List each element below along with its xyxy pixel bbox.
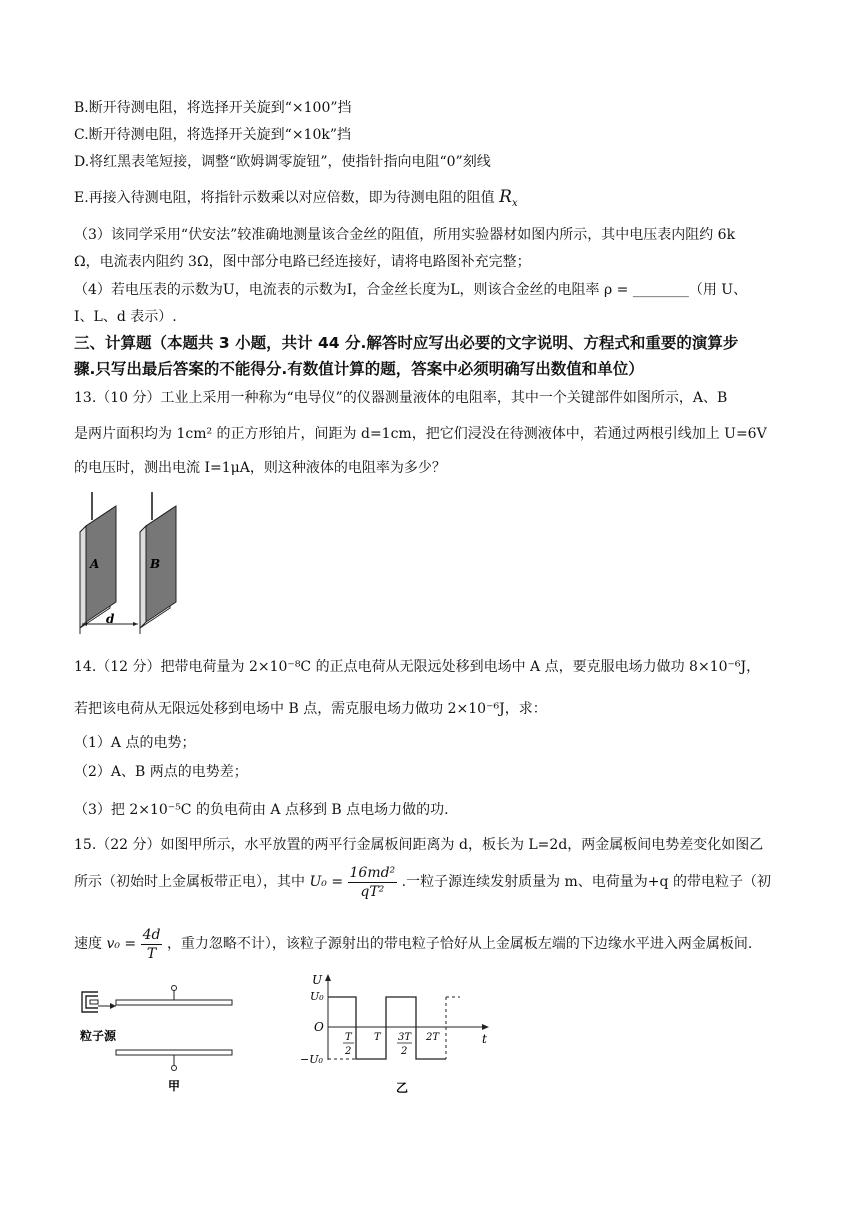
p15-line2-a: 所示（初始时上金属板带正电），其中: [74, 874, 305, 890]
q3-line2: Ω，电流表内阻约 3Ω，图中部分电路已经连接好，请将电路图补充完整；: [74, 254, 531, 270]
q4-line2: I、L、d 表示）.: [74, 309, 177, 325]
p13-plates-figure: [70, 490, 200, 638]
particle-source-label: 粒子源: [80, 1029, 117, 1043]
q4-line1: （4）若电压表的示数为U，电流表的示数为I，合金丝长度为L，则该合金丝的电阻率 ρ = ________（用 U、: [74, 282, 748, 298]
p15-line3-b: ，重力忽略不计），该粒子源射出的带电粒子恰好从上金属板左端的下边缘水平进入两金属板间.: [166, 936, 753, 952]
p14-sub1: （1）A 点的电势；: [74, 735, 196, 751]
plate-b-label: B: [150, 557, 161, 571]
tick-t-half-den: 2: [345, 1046, 352, 1057]
fig-yi: [300, 970, 500, 1100]
p14-sub2: （2）A、B 两点的电势差；: [74, 764, 248, 780]
origin-label: O: [314, 1020, 324, 1034]
p14-sub3: （3）把 2×10⁻⁵C 的负电荷由 A 点移到 B 点电场力做的功.: [74, 802, 449, 818]
section3-heading-line1: 三、计算题（本题共 3 小题，共计 44 分.解答时应写出必要的文字说明、方程式和重要的演算步: [74, 334, 739, 352]
option-d: D.将红黑表笔短接，调整“欧姆调零旋钮”，使指针指向电阻“0”刻线: [74, 154, 491, 170]
fig-yi-label: 乙: [396, 1081, 409, 1095]
dimension-d-label: d: [106, 612, 115, 626]
v0-fraction: [141, 926, 163, 963]
p15-line1: 15.（22 分）如图甲所示，水平放置的两平行金属板间距离为 d，板长为 L=2d，两金属板间电势差变化如图乙: [74, 837, 764, 853]
option-c: C.断开待测电阻，将选择开关旋到“×10k”挡: [74, 127, 352, 143]
u0-fraction: [348, 864, 398, 901]
p15-line2: [74, 862, 771, 902]
p15-line3: [74, 924, 752, 964]
tick-2t-label: 2T: [426, 1032, 440, 1043]
tick-t-half-num: T: [345, 1032, 352, 1043]
neg-u0-tick-label: −U₀: [300, 1053, 323, 1066]
option-e: [74, 187, 518, 214]
u0-lhs: U₀ =: [309, 874, 344, 890]
fig-jia-label: 甲: [168, 1079, 181, 1092]
u0-tick-label: U₀: [310, 990, 324, 1003]
option-e-text: E.再接入待测电阻，将指针示数乘以对应倍数，即为待测电阻的阻值: [74, 190, 495, 206]
axis-t-label: t: [482, 1032, 487, 1046]
rx-sub: x: [511, 197, 518, 209]
q3-line1: （3）该同学采用“伏安法”较准确地测量该合金丝的阻值，所用实验器材如图内所示，其中电压表内阻约 6k: [74, 227, 736, 243]
tick-t-label: T: [374, 1032, 381, 1043]
tick-3t-half-den: 2: [401, 1046, 408, 1057]
u0-denominator: qT²: [360, 883, 385, 900]
option-b: B.断开待测电阻，将选择开关旋到“×100”挡: [74, 100, 352, 116]
p14-line2: 若把该电荷从无限远处移到电场中 B 点，需克服电场力做功 2×10⁻⁶J，求：: [74, 701, 547, 717]
tick-3t-half-num: 3T: [398, 1032, 412, 1043]
p13-line3: 的电压时，测出电流 I=1μA，则这种液体的电阻率为多少？: [74, 460, 446, 476]
p13-line2: 是两片面积均为 1cm² 的正方形铂片，间距为 d=1cm，把它们浸没在待测液体中，若通过两根引线加上 U=6V: [74, 426, 767, 442]
section3-heading-line2: 骤.只写出最后答案的不能得分.有数值计算的题，答案中必须明确写出数值和单位）: [74, 360, 644, 378]
v0-denominator: T: [146, 945, 157, 962]
p15-line2-b: .一粒子源连续发射质量为 m、电荷量为+q 的带电粒子（初: [401, 874, 771, 890]
v0-numerator: 4d: [142, 926, 161, 943]
fig-jia: [76, 982, 246, 1092]
plate-a-label: A: [90, 557, 100, 571]
u0-numerator: 16md²: [349, 864, 396, 881]
p15-line3-a: 速度: [74, 936, 102, 952]
p14-line1: 14.（12 分）把带电荷量为 2×10⁻⁸C 的正点电荷从无限远处移到电场中 A 点，要克服电场力做功 8×10⁻⁶J，: [74, 659, 761, 675]
v0-lhs: v₀ =: [106, 936, 137, 952]
rx-symbol: R: [499, 187, 512, 207]
p13-line1: 13.（10 分）工业上采用一种称为“电导仪”的仪器测量液体的电阻率，其中一个关键部件如图所示，A、B: [74, 390, 728, 406]
axis-u-label: U: [312, 973, 323, 987]
